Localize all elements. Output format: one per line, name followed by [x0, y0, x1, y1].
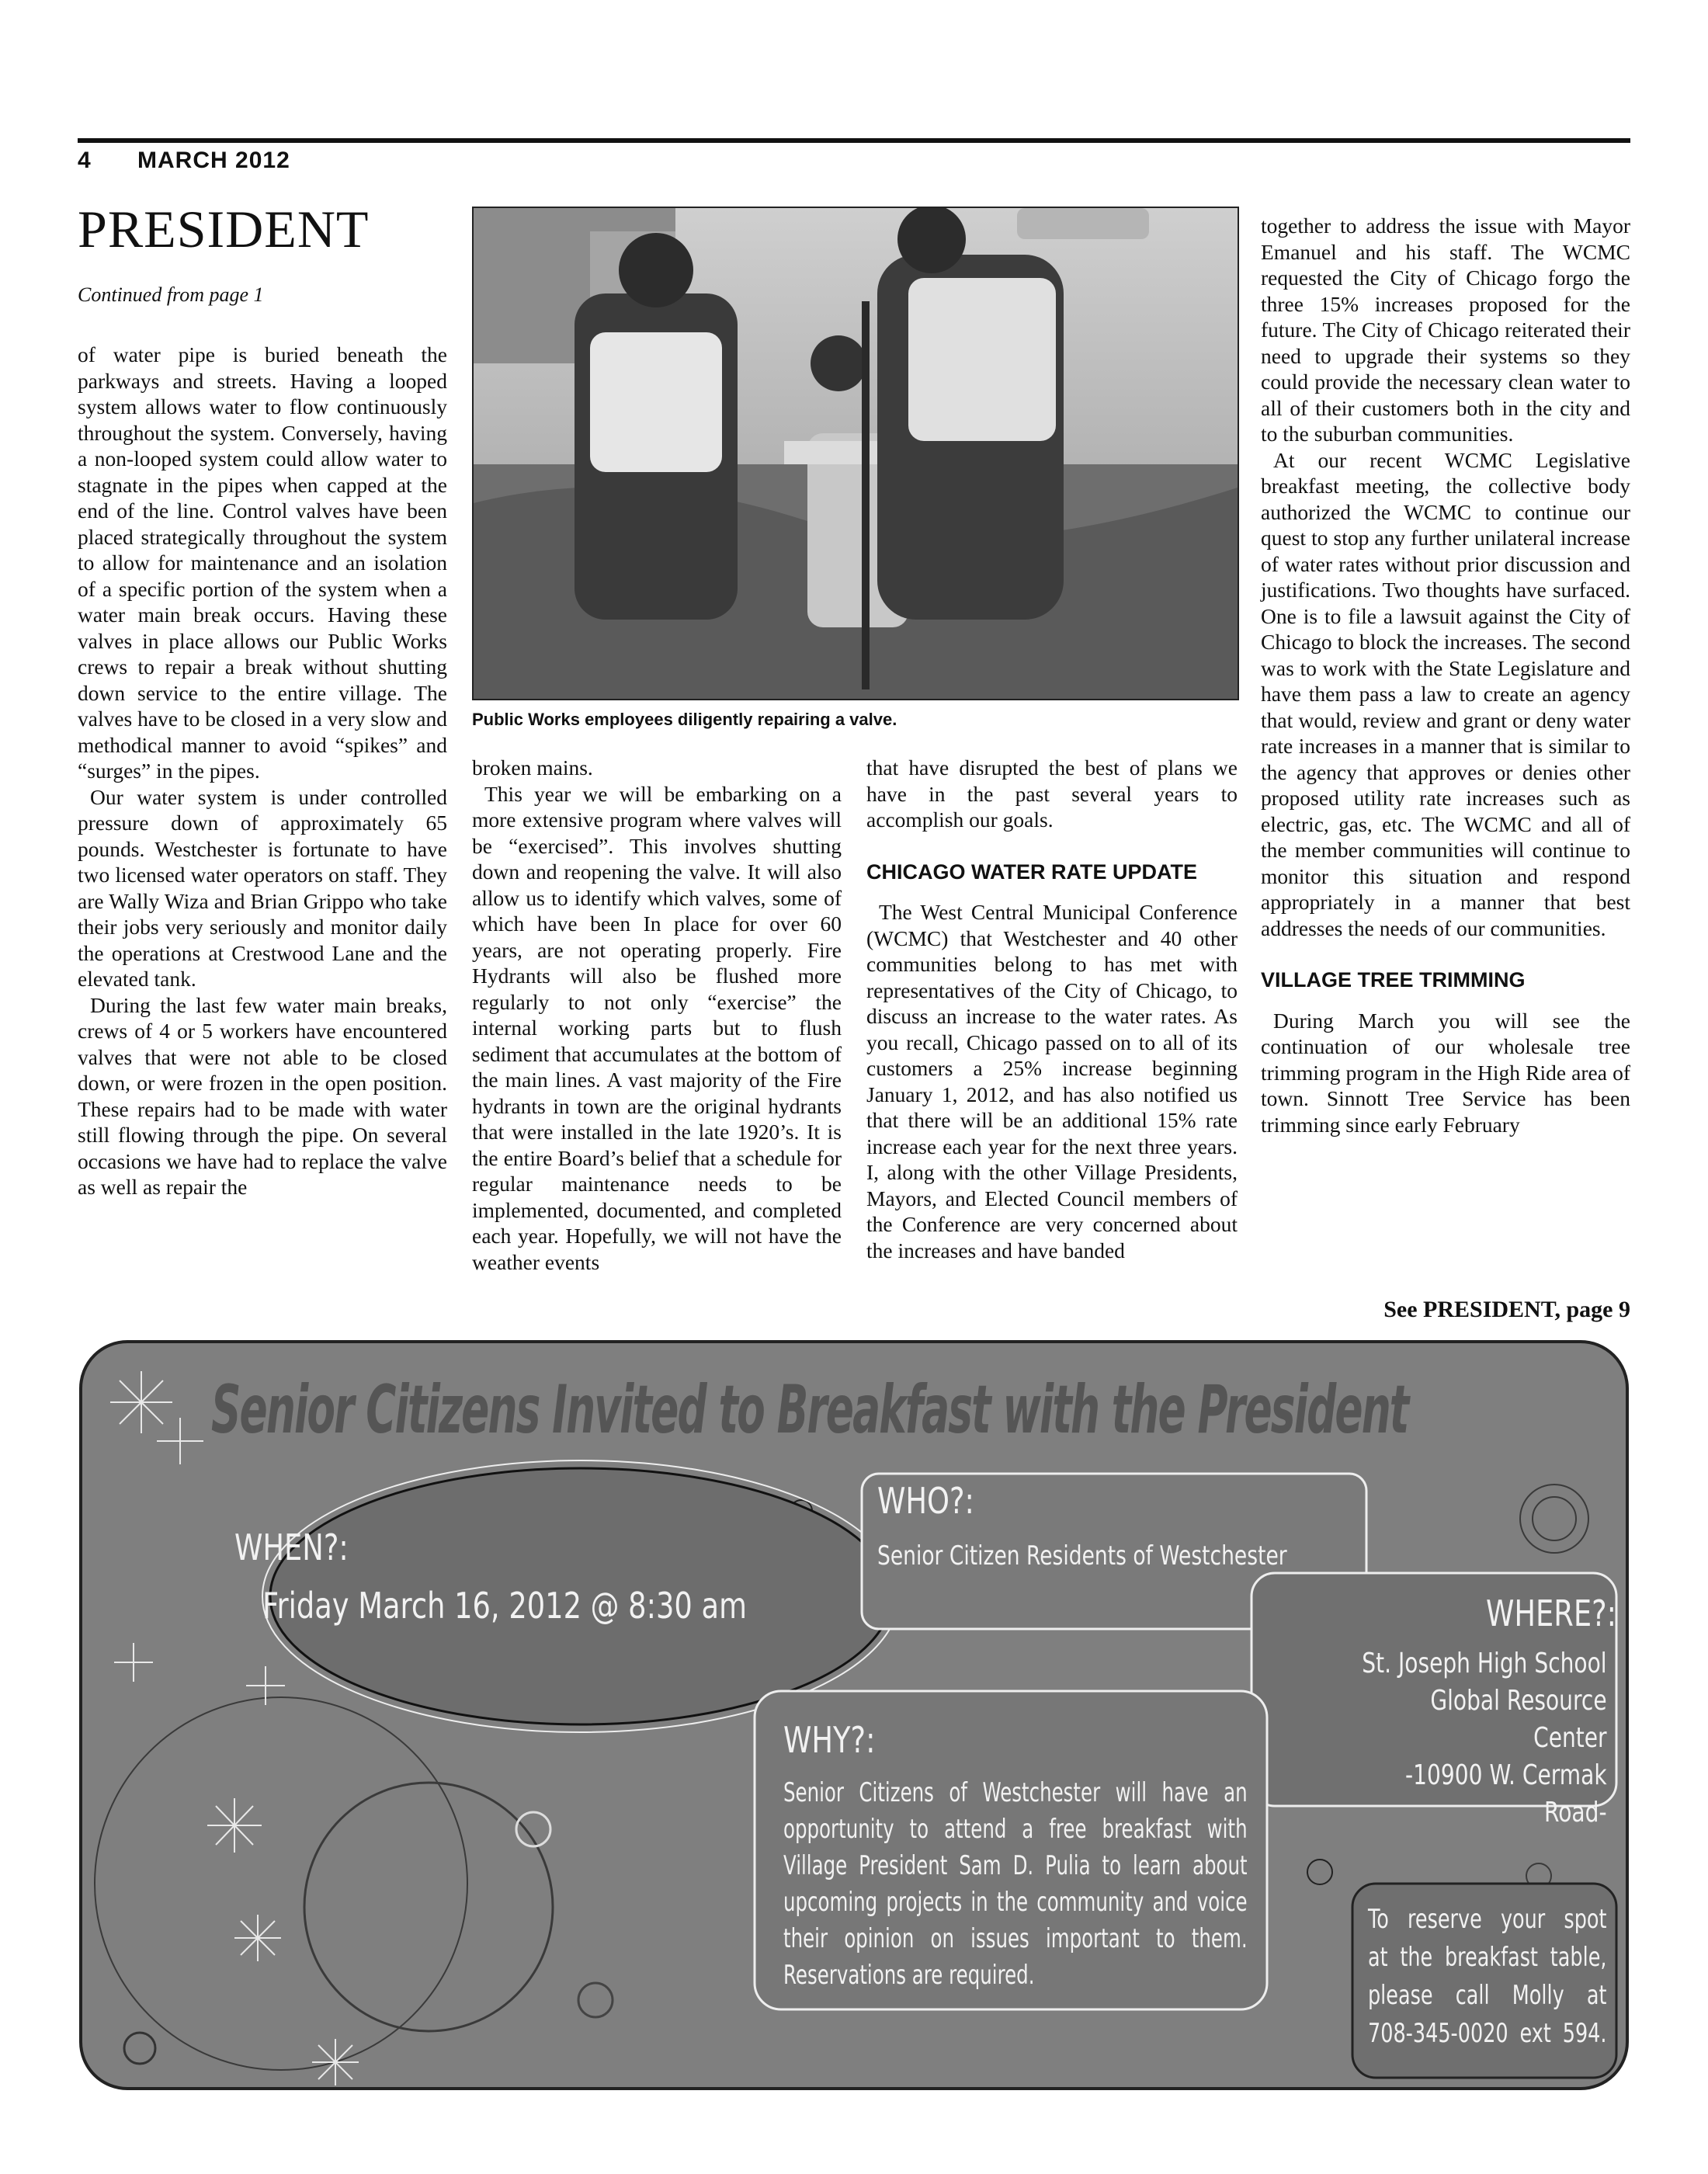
photo-illustration: [474, 208, 1238, 699]
paragraph: At our recent WCMC Legislative breakfast meeting, the collective body authorized the WCMC to continue our quest to stop any further unilateral increase of water rates without prior discussion and justifications. Two thoughts have surfaced. One is to file a lawsuit against the City of Chicago to block the increases. The second was to work with the State Legislature and have them pass a law to create an agency that would, review and grant or deny water rate increases in a manner that is similar to the agency that approves or denies other proposed utility rate increases such as electric, gas, etc. The WCMC and all of the member communities will continue to monitor this situation and respond appropriately in a manner that best addresses the needs of our communities.: [1261, 447, 1630, 940]
article-column-4: [1261, 213, 1630, 1137]
reserve-line: at the breakfast table,: [1368, 1942, 1607, 1973]
reserve-line: To reserve your spot: [1368, 1904, 1607, 1935]
reservation-note: [1368, 1901, 1607, 2053]
paragraph: that have disrupted the best of plans we have in the past several years to accomplish our goals.: [866, 755, 1238, 832]
paragraph: The West Central Municipal Conference (WCMC) that Westchester and 40 other communities belong to has met with representatives of the City of Chicago, to discuss an increase to the water rates. As you recall, Chicago passed on to all of its customers a 25% increase beginning January 1, 2012, and has also notified us that there will be an additional 15% rate increase each year for the next three years. I, along with the other Village Presidents, Mayors, and Elected Council members of the Conference are very concerned about the increases and have banded: [866, 900, 1238, 1262]
paragraph: During March you will see the continuation of our wholesale tree trimming program in the High Ride area of town. Sinnott Tree Service has been trimming since early February: [1261, 1008, 1630, 1137]
photo-caption: Public Works employees diligently repairing a valve.: [472, 710, 897, 729]
issue-date: MARCH 2012: [137, 148, 290, 173]
who-label: WHO?:: [877, 1480, 974, 1522]
why-label: WHY?:: [783, 1719, 876, 1761]
folio: [78, 148, 329, 174]
subhead-water-rate: CHICAGO WATER RATE UPDATE: [866, 860, 1197, 884]
where-line: Global Resource Center: [1430, 1685, 1607, 1754]
where-label: WHERE?:: [1486, 1592, 1617, 1634]
when-label: WHEN?:: [234, 1526, 349, 1568]
where-line: St. Joseph High School: [1362, 1648, 1607, 1679]
page-number: 4: [78, 148, 92, 173]
why-text: Senior Citizens of Westchester will have an opportunity to attend a free breakfast with Village President Sam D. Pulia to learn about upcoming projects in the community and voice their opinion on issues important to them. Reservations are required.: [783, 1777, 1248, 1991]
header-rule: [78, 138, 1630, 143]
continued-note: Continued from page 1: [78, 283, 264, 306]
reserve-line: 708-345-0020 ext 594.: [1368, 2018, 1607, 2049]
article-column-1: [78, 342, 447, 1200]
when-text: Friday March 16, 2012 @ 8:30 am: [262, 1585, 747, 1627]
article-column-3: [866, 755, 1238, 1263]
public-works-photo: [472, 207, 1239, 700]
paragraph: During the last few water main breaks, crews of 4 or 5 workers have encountered valves that were not able to be closed down, or were frozen in the open position. These repairs had to be made with water still flowing through the pipe. On several occasions we have had to replace the valve as well as repair the: [78, 992, 447, 1199]
paragraph: broken mains.: [472, 755, 593, 780]
where-line: -10900 W. Cermak Road-: [1405, 1759, 1607, 1828]
paragraph: This year we will be embarking on a more extensive program where valves will be “exercised”. This involves shutting down and reopening the valve. It will also allow us to identify which valves, some of which have been In place for over 60 years, are not operating properly. Fire Hydrants will also be flushed more regularly to not only “exercise” the internal working parts but to flush sediment that accumulates at the bottom of the main lines. A vast majority of the Fire hydrants in town are the original hydrants that were installed in the late 1920’s. It is the entire Board’s belief that a schedule for regular maintenance needs to be implemented, documented, and completed each year. Hopefully, we will not have the weather events: [472, 781, 842, 1274]
breakfast-flyer: [79, 1340, 1629, 2090]
paragraph: Our water system is under controlled pressure down of approximately 65 pounds. Westchester is fortunate to have two licensed water operators on staff. They are Wally Wiza and Brian Grippo who take their jobs very seriously and monitor daily the operations at Crestwood Lane and the elevated tank.: [78, 784, 447, 991]
where-address: [1352, 1645, 1607, 1832]
reserve-line: please call Molly at: [1368, 1980, 1607, 2011]
article-column-2: [472, 755, 842, 1275]
article-headline: PRESIDENT: [78, 200, 370, 259]
who-text: Senior Citizen Residents of Westchester: [877, 1540, 1287, 1571]
jump-line: See PRESIDENT, page 9: [1383, 1297, 1630, 1322]
subhead-tree-trimming: VILLAGE TREE TRIMMING: [1261, 968, 1526, 991]
flyer-title: Senior Citizens Invited to Breakfast with the President: [211, 1371, 1408, 1449]
paragraph: of water pipe is buried beneath the parkways and streets. Having a looped system allows water to flow continuously throughout the system. Conversely, having a non-looped system could allow water to stagnate in the pipes when capped at the end of the line. Control valves have been placed strategically throughout the system to allow for maintenance and an isolation of a specific portion of the system when a water main break occurs. Having these valves in place allows our Public Works crews to repair a break without shutting down service to the entire village. The valves have to be closed in a very slow and methodical manner to avoid “spikes” and “surges” in the pipes.: [78, 342, 447, 783]
paragraph: together to address the issue with Mayor Emanuel and his staff. The WCMC requested the City of Chicago forgo the three 15% increases proposed for the future. The City of Chicago reiterated their need to upgrade their systems so they could provide the necessary clean water to all of their customers both in the city and to the suburban communities.: [1261, 214, 1630, 446]
